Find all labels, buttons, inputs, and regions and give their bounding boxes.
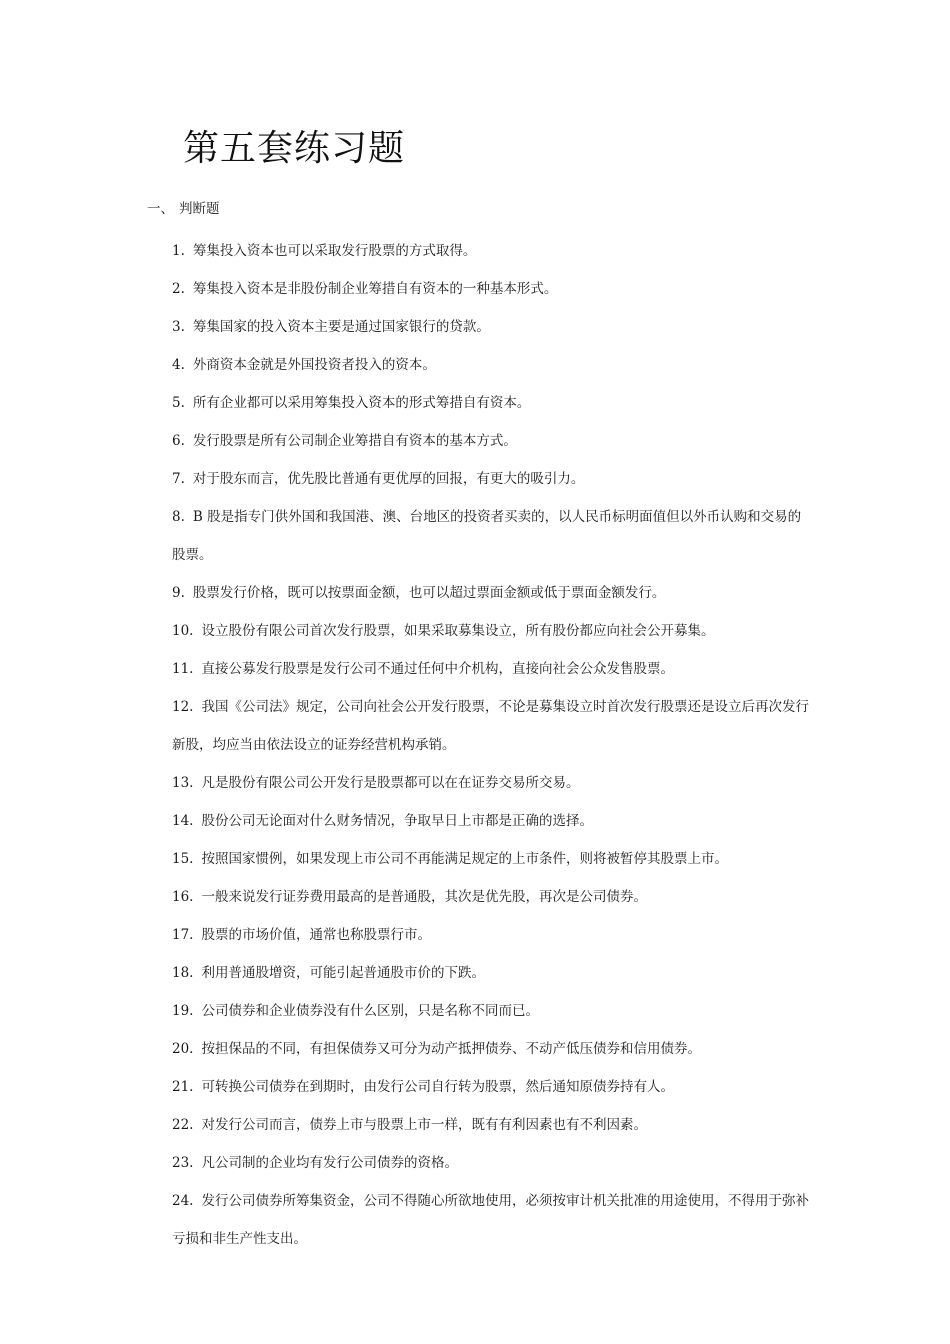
question-item [172,802,812,840]
question-number: 7. [172,471,185,487]
question-text: 筹集国家的投入资本主要是通过国家银行的贷款。 [192,319,490,335]
question-number: 24. [172,1193,194,1209]
question-item [172,650,812,688]
question-number: 5. [172,395,185,411]
question-number: 10. [172,623,194,639]
question-item [172,232,812,270]
question-text: 发行公司债券所筹集资金，公司不得随心所欲地使用，必须按审计机关批准的用途使用，不得用于弥补亏损和非生产性支出。 [172,1193,809,1247]
question-item [172,1182,812,1258]
question-text: 股份公司无论面对什么财务情况，争取早日上市都是正确的选择。 [201,813,593,829]
question-item [172,422,812,460]
question-text: 发行股票是所有公司制企业筹措自有资本的基本方式。 [192,433,517,449]
question-number: 15. [172,851,194,867]
question-item [172,840,812,878]
question-number: 2. [172,281,185,297]
question-number: 14. [172,813,194,829]
question-item [172,764,812,802]
question-item [172,1068,812,1106]
question-text: 对发行公司而言，债券上市与股票上市一样，既有有利因素也有不利因素。 [201,1117,647,1133]
question-text: 设立股份有限公司首次发行股票，如果采取募集设立，所有股份都应向社会公开募集。 [201,623,715,639]
question-item [172,688,812,764]
question-text: 凡是股份有限公司公开发行是股票都可以在在证券交易所交易。 [201,775,580,791]
question-text: 可转换公司债券在到期时，由发行公司自行转为股票，然后通知原债券持有人。 [201,1079,674,1095]
question-item [172,270,812,308]
question-number: 21. [172,1079,194,1095]
question-number: 23. [172,1155,194,1171]
question-item [172,308,812,346]
question-item [172,460,812,498]
question-text: 公司债券和企业债券没有什么区别，只是名称不同而已。 [201,1003,539,1019]
question-number: 13. [172,775,194,791]
question-list [172,232,812,1258]
question-item [172,574,812,612]
question-text: 筹集投入资本也可以采取发行股票的方式取得。 [192,243,477,259]
question-item [172,1144,812,1182]
question-text: 我国《公司法》规定，公司向社会公开发行股票，不论是募集设立时首次发行股票还是设立后再次发行新股，均应当由依法设立的证券经营机构承销。 [172,699,809,753]
question-text: 对于股东而言，优先股比普通有更优厚的回报，有更大的吸引力。 [192,471,585,487]
question-item [172,916,812,954]
question-text: 按担保品的不同，有担保债券又可分为动产抵押债券、不动产低压债券和信用债券。 [201,1041,701,1057]
question-number: 8. [172,509,185,525]
question-text: 按照国家惯例，如果发现上市公司不再能满足规定的上市条件，则将被暂停其股票上市。 [201,851,728,867]
question-number: 3. [172,319,185,335]
question-text: 凡公司制的企业均有发行公司债券的资格。 [201,1155,458,1171]
question-number: 4. [172,357,185,373]
question-text: 一般来说发行证券费用最高的是普通股，其次是优先股，再次是公司债券。 [201,889,647,905]
question-text: B 股是指专门供外国和我国港、澳、台地区的投资者买卖的，以人民币标明面值但以外币认购和交易的股票。 [172,509,802,563]
question-number: 1. [172,243,185,259]
question-number: 6. [172,433,185,449]
question-item [172,878,812,916]
question-item [172,992,812,1030]
question-number: 18. [172,965,194,981]
question-text: 筹集投入资本是非股份制企业筹措自有资本的一种基本形式。 [192,281,558,297]
question-text: 股票发行价格，既可以按票面金额，也可以超过票面金额或低于票面金额发行。 [192,585,666,601]
question-item [172,498,812,574]
question-item [172,1030,812,1068]
question-item [172,346,812,384]
question-text: 外商资本金就是外国投资者投入的资本。 [192,357,436,373]
question-text: 所有企业都可以采用筹集投入资本的形式筹措自有资本。 [192,395,531,411]
document-title: 第五套练习题 [183,128,406,170]
question-text: 直接公募发行股票是发行公司不通过任何中介机构，直接向社会公众发售股票。 [201,661,674,677]
question-item [172,612,812,650]
question-text: 利用普通股增资，可能引起普通股市价的下跌。 [201,965,485,981]
question-number: 11. [172,661,194,677]
question-item [172,1106,812,1144]
section-heading [147,199,220,219]
question-text: 股票的市场价值，通常也称股票行市。 [201,927,431,943]
section-number: 一、 [147,201,174,217]
question-number: 19. [172,1003,194,1019]
question-number: 16. [172,889,194,905]
question-number: 12. [172,699,194,715]
question-number: 17. [172,927,194,943]
question-item [172,384,812,422]
question-item [172,954,812,992]
question-number: 20. [172,1041,194,1057]
question-number: 22. [172,1117,194,1133]
question-number: 9. [172,585,185,601]
section-label: 判断题 [179,201,220,217]
